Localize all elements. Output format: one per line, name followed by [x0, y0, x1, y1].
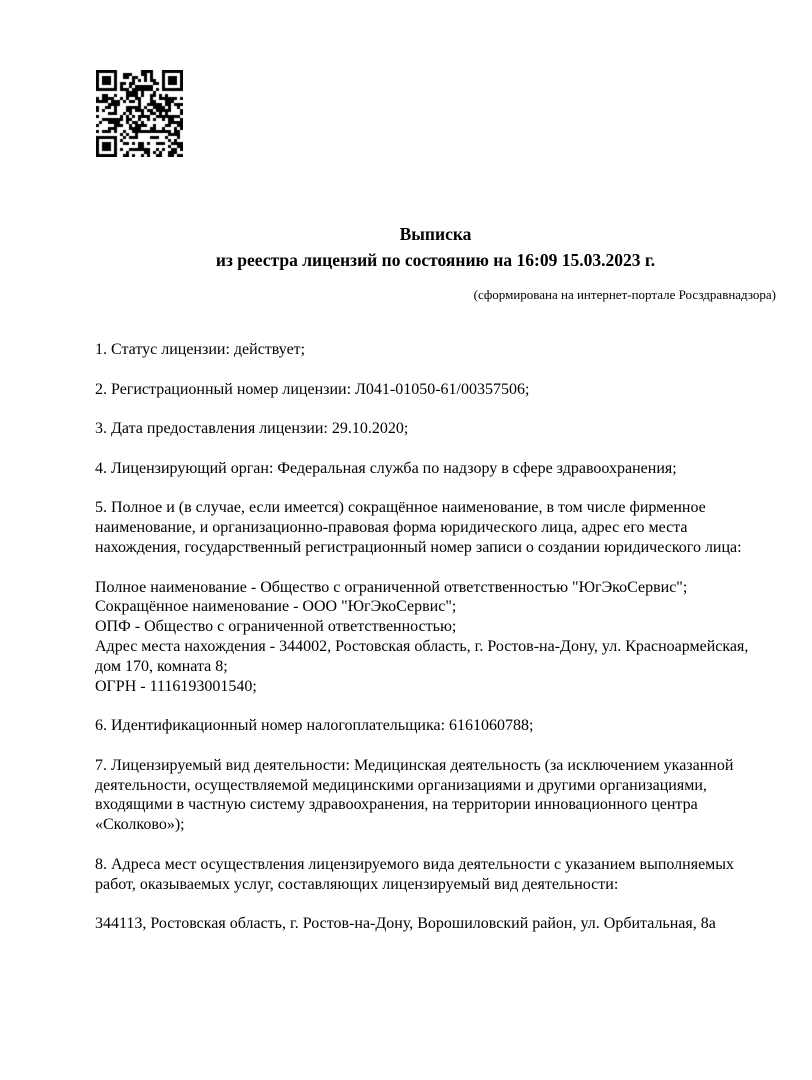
paragraph-taxpayer-number: 6. Идентификационный номер налогоплательщика: 6161060788;	[95, 717, 534, 735]
paragraph-licensing-authority: 4. Лицензирующий орган: Федеральная служба по надзору в сфере здравоохранения;	[95, 459, 677, 477]
org-short-name: Сокращённое наименование - ООО "ЮгЭкоСервис";	[95, 598, 457, 616]
activity-address-line: 344113, Ростовская область, г. Ростов-на-Дону, Ворошиловский район, ул. Орбитальная, 8а	[95, 915, 716, 933]
org-address: Адрес места нахождения - 344002, Ростовская область, г. Ростов-на-Дону, ул. Красноармейская, дом 170, комната 8;	[95, 637, 749, 675]
page-title-line1: Выписка	[399, 224, 472, 244]
paragraph-activity-addresses-intro: 8. Адреса мест осуществления лицензируемого вида деятельности с указанием выполняемых работ, оказываемых услуг, составляющих лицензируемый вид деятельности:	[95, 855, 735, 893]
qr-code-icon	[96, 70, 183, 157]
page-title	[95, 221, 776, 273]
org-ogrn: ОГРН - 1116193001540;	[95, 677, 257, 695]
paragraph-legal-entity-intro: 5. Полное и (в случае, если имеется) сокращённое наименование, в том числе фирменное наименование, и организационно-правовая форма юридического лица, адрес его места нахождения, государственный регистрационный номер записи о создании юридического лица:	[95, 499, 742, 556]
page-title-line2: из реестра лицензий по состоянию на 16:09 15.03.2023 г.	[215, 250, 656, 270]
org-full-name: Полное наименование - Общество с ограниченной ответственностью "ЮгЭкоСервис";	[95, 578, 688, 596]
paragraph-registration-number: 2. Регистрационный номер лицензии: Л041-01050-61/00357506;	[95, 380, 530, 398]
document-body	[95, 340, 776, 934]
org-details-block	[95, 578, 776, 697]
page-subtitle: (сформирована на интернет-портале Росздравнадзора)	[473, 287, 776, 302]
paragraph-licensed-activity: 7. Лицензируемый вид деятельности: Медицинская деятельность (за исключением указанной деятельности, осуществляемой медицинскими организациями и другими организациями, входящими в частную систему здравоохранения, на территории инновационного центра «Сколково»);	[95, 756, 734, 834]
org-legal-form: ОПФ - Общество с ограниченной ответственностью;	[95, 618, 457, 636]
paragraph-license-date: 3. Дата предоставления лицензии: 29.10.2020;	[95, 420, 409, 438]
paragraph-license-status: 1. Статус лицензии: действует;	[95, 341, 306, 358]
